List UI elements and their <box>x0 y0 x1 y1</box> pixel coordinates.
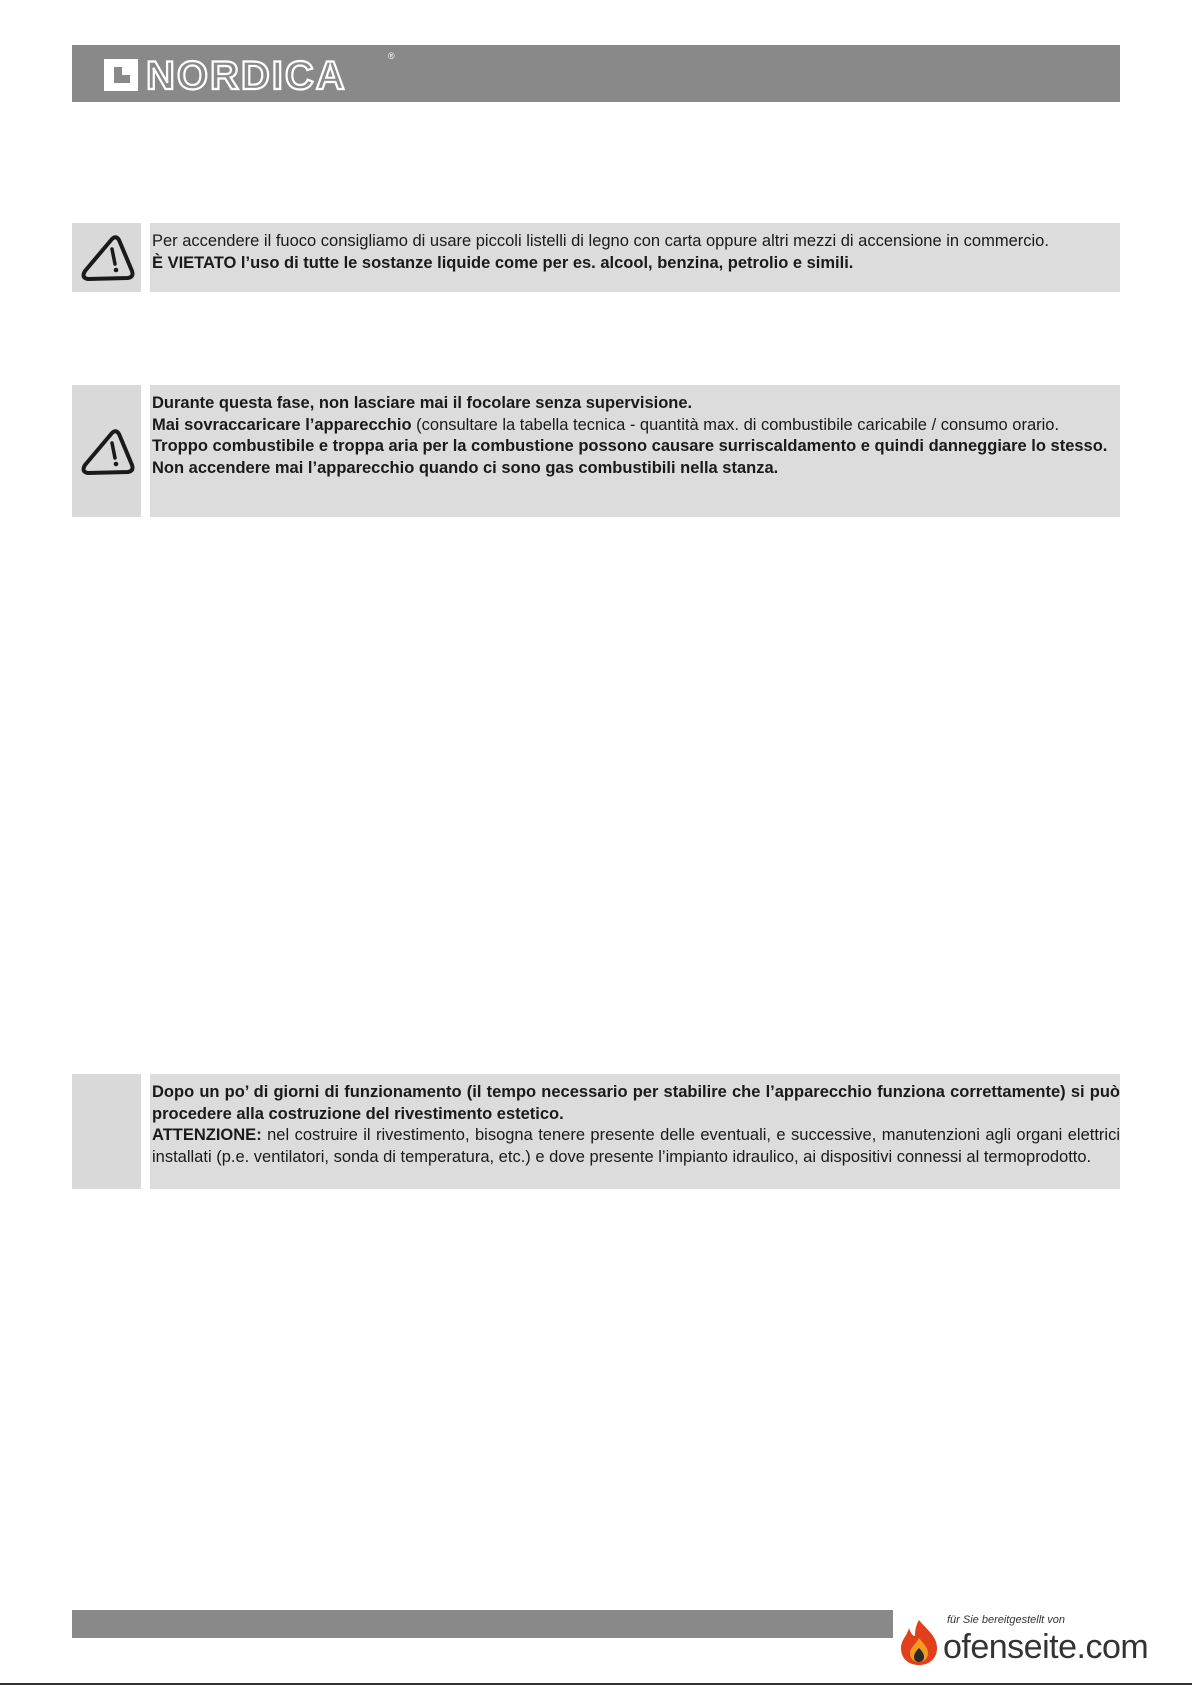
attention-label: ATTENZIONE: <box>152 1126 262 1145</box>
promo-brand-link[interactable]: ofenseite.com <box>943 1628 1149 1666</box>
notice-line-bold: Durante questa fase, non lasciare mai il focolare senza supervisione. <box>152 394 693 412</box>
notice-line: Per accendere il fuoco consigliamo di usare piccoli listelli di legno con carta oppure altri mezzi di accensione in commercio. <box>152 232 1049 250</box>
promo-tagline: für Sie bereitgestellt von <box>947 1614 1066 1626</box>
notice-line <box>152 415 1120 437</box>
footer-bar <box>72 1610 893 1638</box>
notice-line-bold: È VIETATO l’uso di tutte le sostanze liquide come per es. alcool, benzina, petrolio e simili. <box>152 253 854 272</box>
notice-text <box>150 385 1120 517</box>
notice-emphasis: Mai sovraccaricare l’apparecchio <box>152 415 412 434</box>
registered-mark: ® <box>388 51 395 61</box>
notice-cladding-attention <box>72 1074 1120 1189</box>
notice-line-bold: Non accendere mai l’apparecchio quando ci sono gas combustibili nella stanza. <box>152 458 779 477</box>
flame-icon <box>897 1618 941 1666</box>
notice-line-rest: nel costruire il rivestimento, bisogna tenere presente delle eventuali, e successive, manutenzioni agli organi elettrici installati (p.e. ventilatori, sonda di temperatura, etc.) e dove presente l’impianto idraulico, ai dispositivi connessi al termoprodotto. <box>152 1126 1120 1166</box>
ofenseite-promo[interactable] <box>897 1614 1182 1674</box>
nordica-logo <box>100 49 400 99</box>
notice-lighting-warning <box>72 223 1120 292</box>
notice-icon-box <box>72 1074 141 1189</box>
notice-icon-box <box>72 223 141 292</box>
notice-text <box>150 223 1120 292</box>
logo-wordmark: NORDICA <box>146 54 347 98</box>
notice-text <box>150 1074 1120 1189</box>
notice-line-rest: (consultare la tabella tecnica - quantità max. di combustibile caricabile / consumo orario. <box>411 415 1060 434</box>
warning-triangle-icon <box>76 425 138 479</box>
notice-icon-box <box>72 385 141 517</box>
notice-supervision-warning <box>72 385 1120 517</box>
warning-triangle-icon <box>76 231 138 285</box>
notice-line <box>152 1125 1120 1168</box>
notice-line-bold: Dopo un po’ di giorni di funzionamento (il tempo necessario per stabilire che l’apparecchio funziona correttamente) si può procedere alla costruzione del rivestimento estetico. <box>152 1083 1120 1123</box>
header-bar <box>72 45 1120 102</box>
notice-line-bold: Troppo combustibile e troppa aria per la combustione possono causare surriscaldamento e quindi danneggiare lo stesso. <box>152 437 1108 456</box>
